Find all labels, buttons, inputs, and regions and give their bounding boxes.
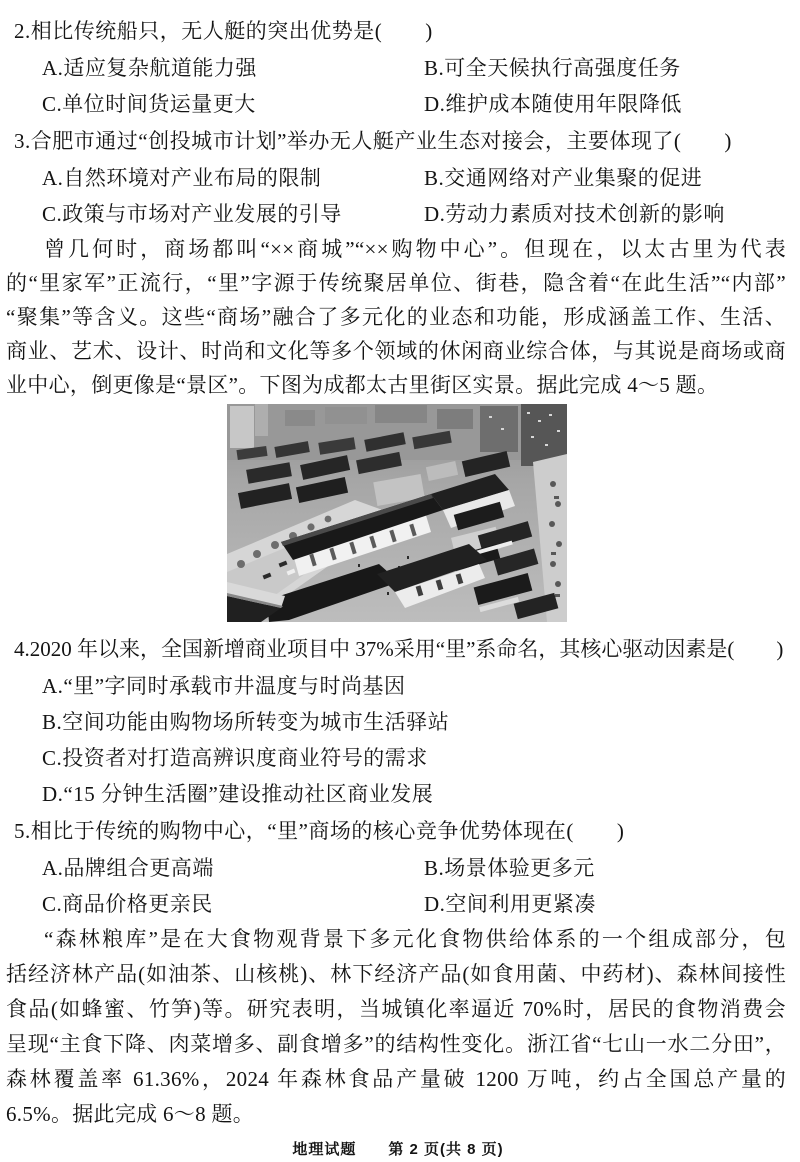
question-2-options-ab — [6, 50, 790, 86]
question-5-options-cd — [6, 886, 790, 922]
question-5-option-c: C.商品价格更亲民 — [42, 892, 213, 916]
passage2-line-5: 森林覆盖率 61.36%，2024 年森林食品产量破 1200 万吨，约占全国总产量的 — [6, 1067, 786, 1091]
question-3-options-cd — [6, 196, 790, 232]
passage1-line-3: “聚集”等含义。这些“商场”融合了多元化的业态和功能，形成涵盖工作、生活、 — [6, 305, 786, 329]
passage-forest-food — [6, 922, 790, 1132]
question-5 — [6, 812, 790, 922]
question-4-option-a: A.“里”字同时承载市井温度与时尚基因 — [42, 674, 406, 698]
question-2-option-c: C.单位时间货运量更大 — [42, 92, 256, 116]
question-2-option-a: A.适应复杂航道能力强 — [42, 56, 257, 80]
question-5-option-b: B.场景体验更多元 — [424, 856, 595, 880]
question-5-option-a: A.品牌组合更高端 — [42, 856, 214, 880]
question-4-option-d: D.“15 分钟生活圈”建设推动社区商业发展 — [42, 782, 434, 806]
question-2 — [6, 12, 790, 122]
question-2-stem: 2.相比传统船只，无人艇的突出优势是( ) — [14, 19, 433, 43]
passage2-line-6: 6.5%。据此完成 6～8 题。 — [6, 1102, 255, 1126]
question-3-option-c: C.政策与市场对产业发展的引导 — [42, 202, 342, 226]
taikoo-li-aerial-photo — [227, 404, 567, 622]
question-2-option-d: D.维护成本随使用年限降低 — [424, 92, 682, 116]
question-5-option-d: D.空间利用更紧凑 — [424, 892, 596, 916]
question-3-option-b: B.交通网络对产业集聚的促进 — [424, 166, 703, 190]
question-4-stem: 4.2020 年以来，全国新增商业项目中 37%采用“里”系命名，其核心驱动因素是( ) — [14, 637, 784, 661]
question-4-option-c: C.投资者对打造高辨识度商业符号的需求 — [42, 746, 428, 770]
question-3-option-d: D.劳动力素质对技术创新的影响 — [424, 202, 725, 226]
passage2-line-3: 食品(如蜂蜜、竹笋)等。研究表明，当城镇化率逼近 70%时，居民的食物消费会 — [6, 997, 786, 1021]
page-footer-text: 地理试题 第 2 页(共 8 页) — [292, 1141, 504, 1158]
question-4 — [6, 630, 790, 812]
passage1-line-1: 曾几何时，商场都叫“××商城”“××购物中心”。但现在，以太古里为代表 — [44, 237, 786, 261]
question-2-options-cd — [6, 86, 790, 122]
question-5-stem: 5.相比于传统的购物中心，“里”商场的核心竞争优势体现在( ) — [14, 819, 625, 843]
passage-li-malls — [6, 232, 790, 402]
question-3-stem: 3.合肥市通过“创投城市计划”举办无人艇产业生态对接会，主要体现了( ) — [14, 129, 732, 153]
question-3-options-ab — [6, 160, 790, 196]
passage1-line-5: 业中心，倒更像是“景区”。下图为成都太古里街区实景。据此完成 4～5 题。 — [6, 373, 719, 397]
passage2-line-4: 呈现“主食下降、肉菜增多、副食增多”的结构性变化。浙江省“七山一水二分田”， — [6, 1032, 786, 1056]
question-3-option-a: A.自然环境对产业布局的限制 — [42, 166, 322, 190]
passage2-line-2: 括经济林产品(如油茶、山核桃)、林下经济产品(如食用菌、中药材)、森林间接性 — [6, 962, 786, 986]
passage1-line-2: 的“里家军”正流行，“里”字源于传统聚居单位、街巷，隐含着“在此生活”“内部” — [6, 271, 786, 295]
passage1-line-4: 商业、艺术、设计、时尚和文化等多个领域的休闲商业综合体，与其说是商场或商 — [6, 339, 786, 363]
page-footer — [6, 1138, 790, 1159]
passage2-line-1: “森林粮库”是在大食物观背景下多元化食物供给体系的一个组成部分，包 — [44, 927, 786, 951]
question-5-options-ab — [6, 850, 790, 886]
question-4-option-b: B.空间功能由购物场所转变为城市生活驿站 — [42, 710, 450, 734]
question-3 — [6, 122, 790, 232]
question-2-option-b: B.可全天候执行高强度任务 — [424, 56, 681, 80]
